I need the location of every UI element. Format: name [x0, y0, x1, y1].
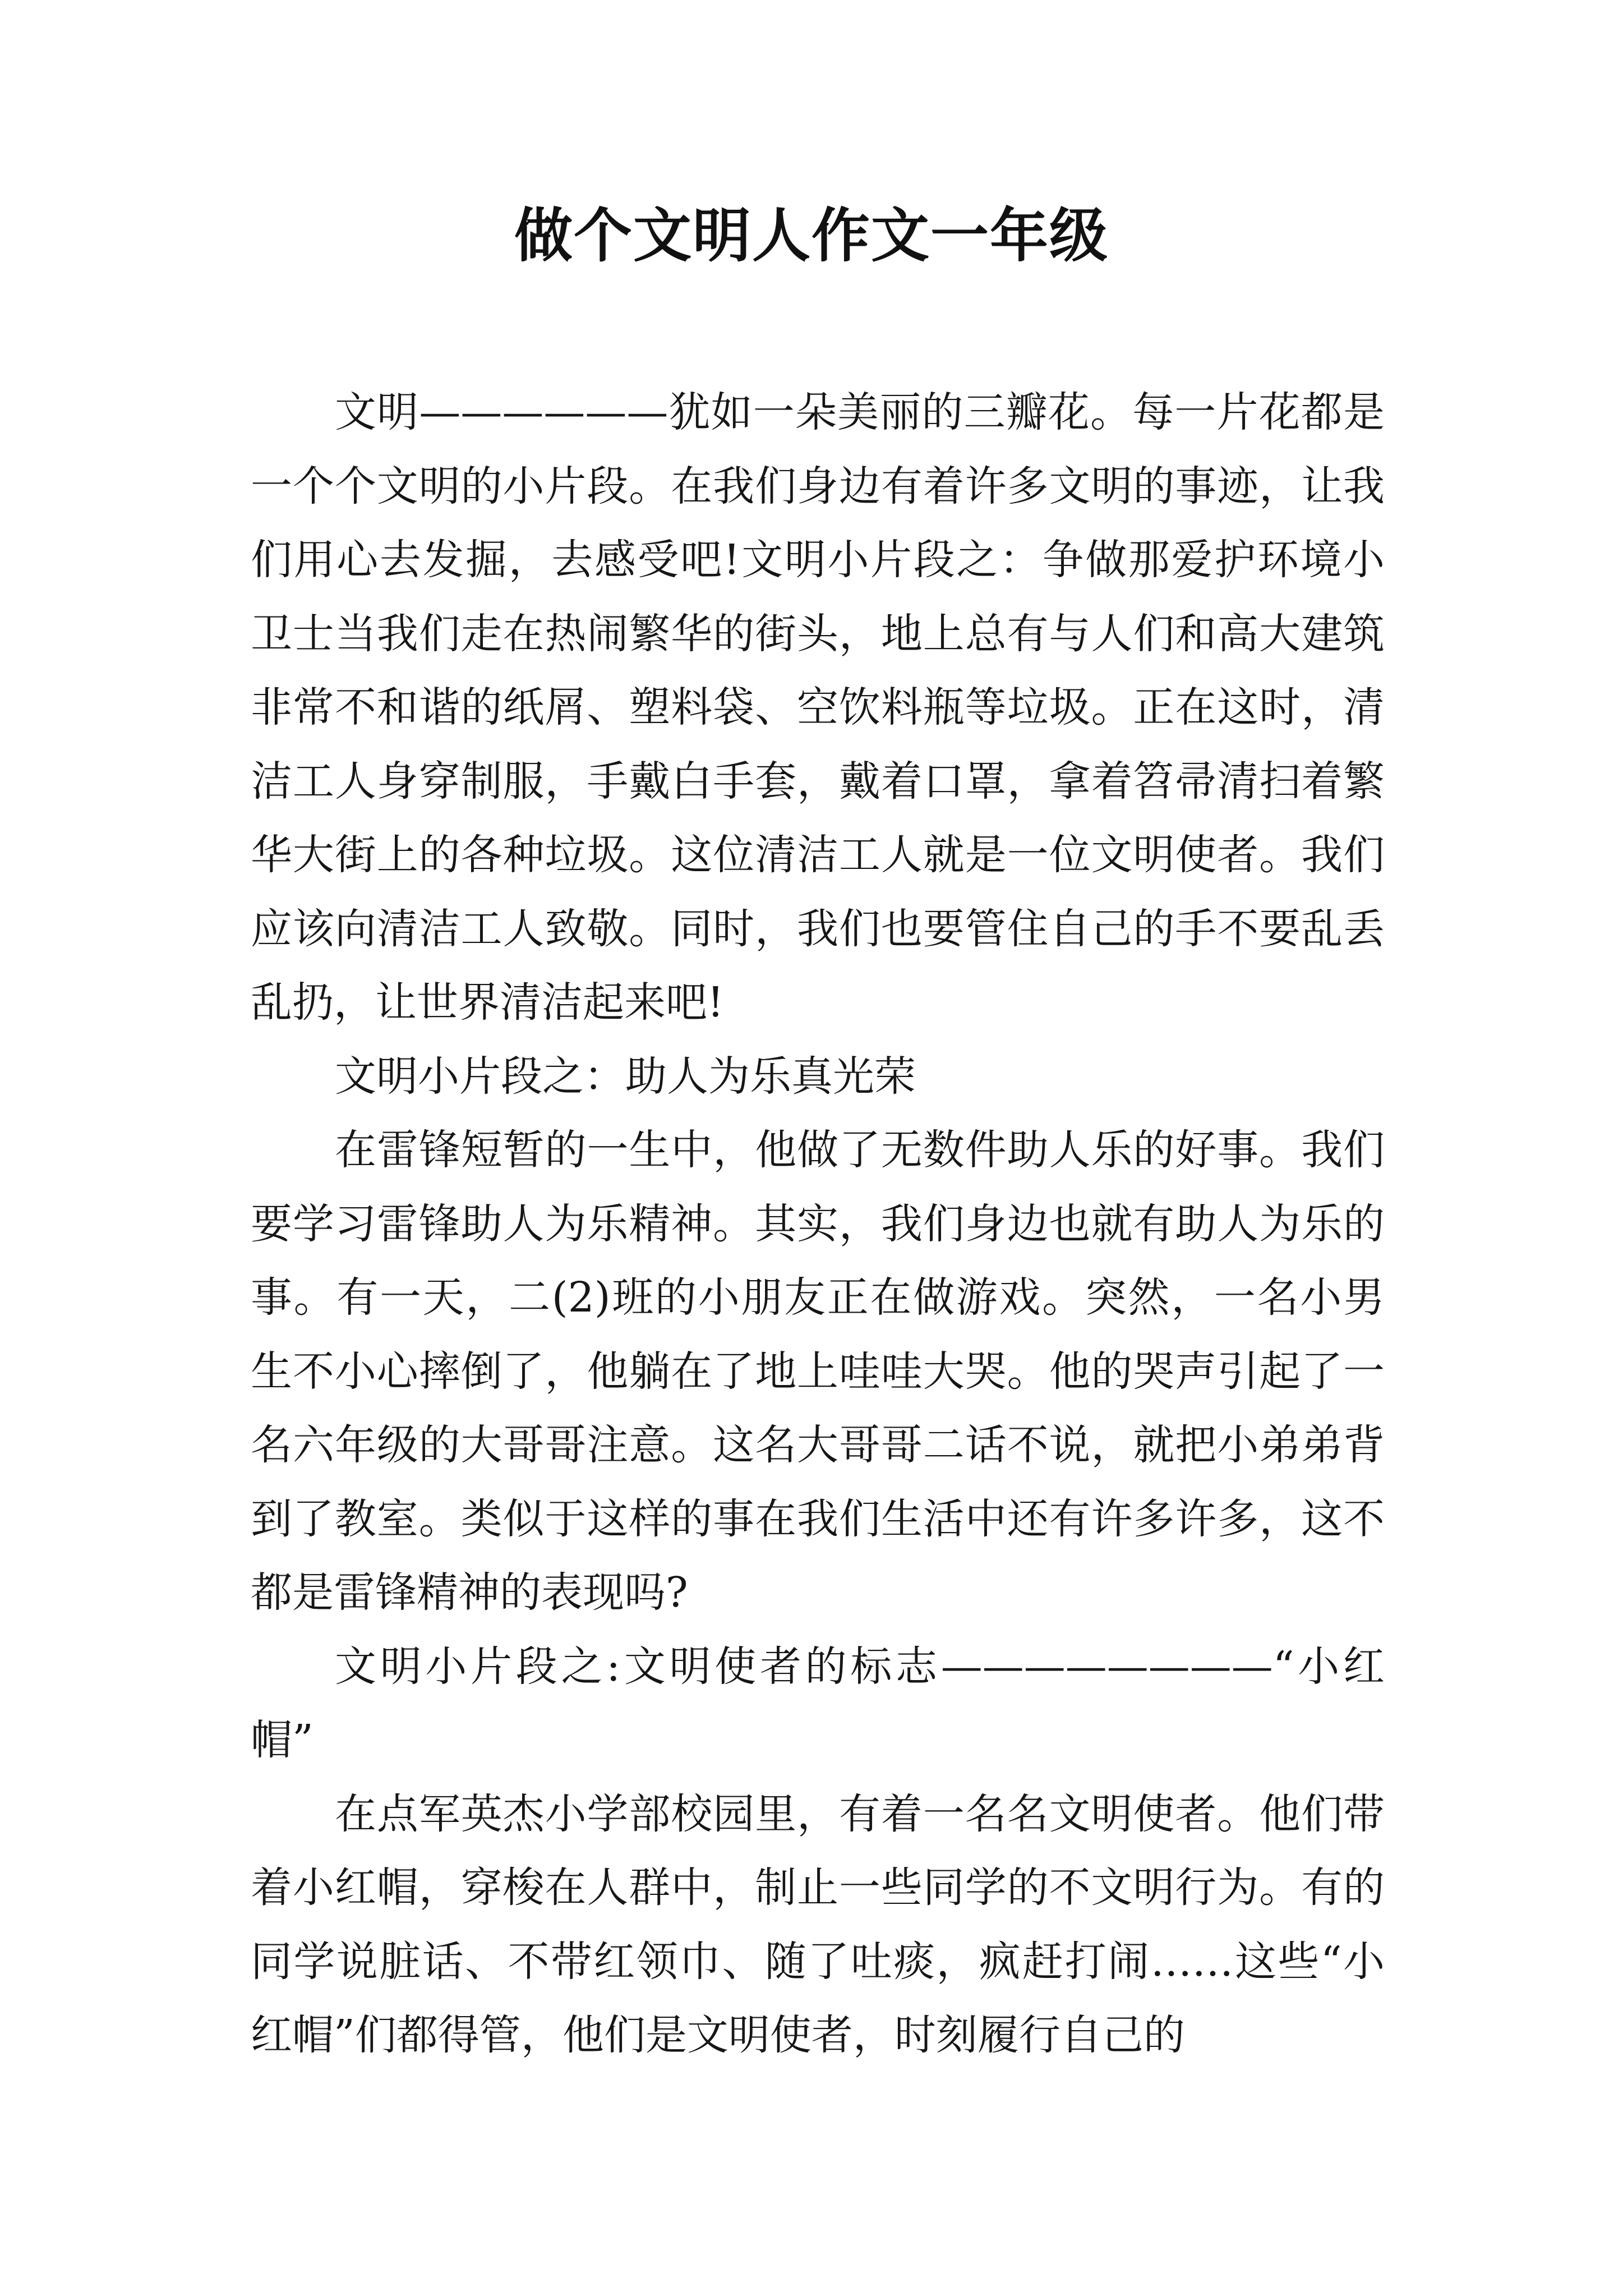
document-body	[251, 376, 1385, 2073]
paragraph-5: 在点军英杰小学部校园里，有着一名名文明使者。他们带着小红帽，穿梭在人群中，制止一些同学的不文明行为。有的同学说脏话、不带红领巾、随了吐痰，疯赶打闹……这些“小红帽”们都得管，他们是文明使者，时刻履行自己的	[251, 1789, 1385, 2059]
paragraph-3: 在雷锋短暂的一生中，他做了无数件助人乐的好事。我们要学习雷锋助人为乐精神。其实，我们身边也就有助人为乐的事。有一天，二(2)班的小朋友正在做游戏。突然，一名小男生不小心摔倒了，他躺在了地上哇哇大哭。他的哭声引起了一名六年级的大哥哥注意。这名大哥哥二话不说，就把小弟弟背到了教室。类似于这样的事在我们生活中还有许多许多，这不都是雷锋精神的表现吗?	[251, 1126, 1385, 1617]
paragraph-1: 文明——————犹如一朵美丽的三瓣花。每一片花都是一个个文明的小片段。在我们身边有着许多文明的事迹，让我们用心去发掘，去感受吧!文明小片段之：争做那爱护环境小卫士当我们走在热闹繁华的街头，地上总有与人们和高大建筑非常不和谐的纸屑、塑料袋、空饮料瓶等垃圾。正在这时，清洁工人身穿制服，手戴白手套，戴着口罩，拿着笤帚清扫着繁华大街上的各种垃圾。这位清洁工人就是一位文明使者。我们应该向清洁工人致敬。同时，我们也要管住自己的手不要乱丢乱扔，让世界清洁起来吧!	[251, 388, 1385, 1027]
document-title: 做个文明人作文一年级	[514, 201, 1109, 270]
paragraph-2: 文明小片段之：助人为乐真光荣	[335, 1052, 916, 1101]
paragraph-4: 文明小片段之:文明使者的标志————————“小红帽”	[251, 1642, 1385, 1764]
